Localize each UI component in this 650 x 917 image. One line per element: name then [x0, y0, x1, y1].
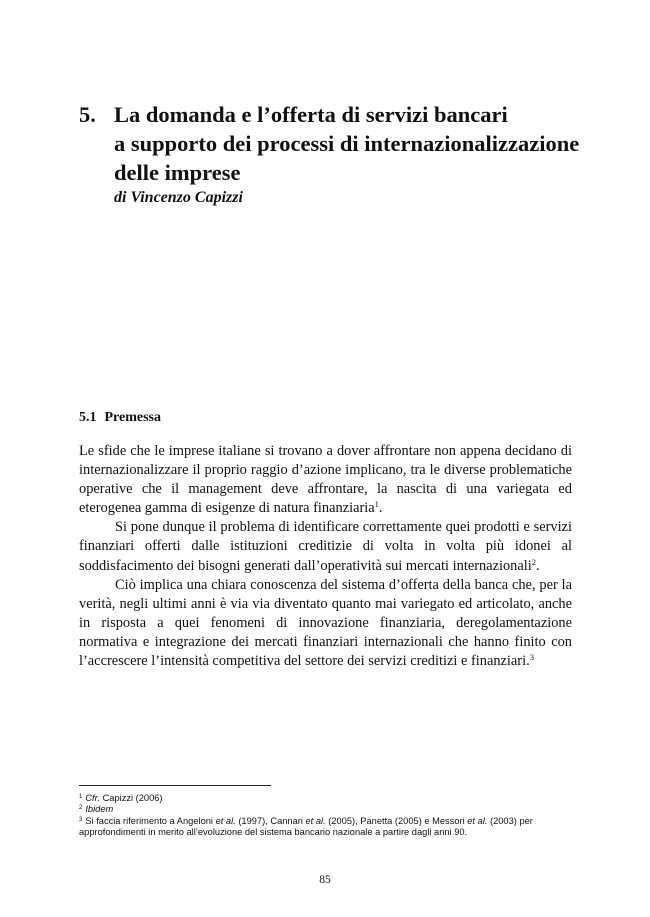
- section-number: 5.1: [79, 410, 97, 425]
- footnote-italic: Ibidem: [85, 804, 114, 815]
- paragraph: [79, 576, 572, 671]
- paragraph-text: Ciò implica una chiara conoscenza del sistema d’offerta della banca che, per la verità, negli ultimi anni è via via diventato quanto mai variegato ed articolato, anche in risposta a quei fenomeni di innovazione finanziaria, deregolamentazione normativa e integrazione dei mercati finanziari internazionali che hanno finito con l’accrescere l’intensità competitiva del settore dei servizi creditizi e finanziari.: [79, 576, 572, 670]
- footnote: [79, 804, 584, 815]
- footnote-text: (2003) per approfondimenti in merito all’evoluzione del sistema bancario nazionale a partire dagli anni 90.: [79, 815, 533, 838]
- page-number: 85: [319, 874, 331, 886]
- paragraph: [79, 442, 572, 518]
- footnote-italic: et al.: [215, 815, 236, 826]
- footnote-text: Si faccia riferimento a Angeloni: [85, 815, 216, 826]
- footnote-mark: 1: [79, 794, 83, 800]
- chapter-author: di Vincenzo Capizzi: [114, 189, 243, 206]
- chapter-title-line: a supporto dei processi di internazionalizzazione: [114, 131, 580, 156]
- footnote-text: Capizzi (2006): [99, 793, 163, 803]
- body-text: [79, 442, 572, 671]
- footnote-italic: Cfr.: [85, 793, 100, 803]
- footnote: [79, 793, 584, 804]
- footnote-ref: 1: [374, 499, 379, 510]
- paragraph-tail: .: [378, 500, 383, 517]
- footnote-italic: et al.: [467, 815, 488, 826]
- paragraph-text: Si pone dunque il problema di identificare correttamente quei prodotti e servizi finanziari offerti dalle istituzioni creditizie di volta in volta più idonei al soddisfacimento dei bisogni generati dall’operatività sui mercati internazionali: [79, 519, 572, 574]
- paragraph-tail: .: [536, 557, 540, 574]
- footnote-separator: [79, 785, 271, 786]
- section-title: Premessa: [104, 410, 161, 425]
- footnote: [79, 816, 584, 839]
- chapter-number: 5.: [79, 102, 96, 127]
- footnote-italic: et al.: [305, 815, 326, 826]
- footnote-mark: 3: [79, 816, 83, 823]
- footnotes: [79, 793, 584, 839]
- footnote-ref: 2: [531, 556, 537, 567]
- footnote-mark: 2: [79, 805, 83, 812]
- paragraph: [79, 518, 572, 575]
- footnote-text: (2005), Panetta (2005) e Messori: [325, 815, 468, 826]
- chapter-title-line: delle imprese: [114, 160, 241, 185]
- paragraph-text: Le sfide che le imprese italiane si trovano a dover affrontare non appena decidano di internazionalizzare il proprio raggio d’azione implicano, tra le diverse problematiche operative che il management deve affrontare, la nascita di una variegata ed eterogenea gamma di esigenze di natura finanziaria: [79, 443, 572, 517]
- footnote-ref: 3: [529, 652, 534, 663]
- chapter-header: [79, 100, 599, 208]
- section-heading: [79, 409, 161, 427]
- chapter-title-line: La domanda e l’offerta di servizi bancari: [114, 102, 508, 127]
- footnote-text: (1997), Cannari: [235, 815, 306, 826]
- chapter-title: [114, 100, 599, 187]
